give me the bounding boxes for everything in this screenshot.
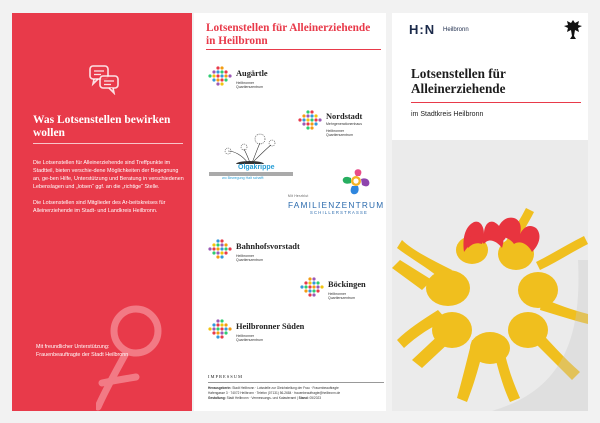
brand-logo: H:N — [409, 22, 436, 37]
impressum-stand: 05/2023 — [309, 395, 322, 400]
eagle-coat-of-arms-icon — [563, 18, 583, 40]
dot-grid-icon — [208, 66, 238, 90]
bahnhofsvorstadt-sub2: Quartierszentrum — [236, 258, 264, 263]
impressum-line-1-label: Herausgeberin: — [208, 385, 232, 390]
heilbronner-sueden-sub2: Quartierszentrum — [236, 338, 264, 343]
impressum-stand-label: Stand: — [298, 395, 309, 400]
left-panel — [12, 13, 192, 411]
right-panel — [392, 13, 588, 411]
brand-city: Heilbronn — [443, 27, 469, 33]
logo-familienzentrum — [288, 167, 384, 223]
impressum-line-3: Gestaltung: Stadt Heilbronn · Vermessungs- und Katasteramt | Stand: 05/2023 — [208, 395, 322, 400]
boeckingen-sub1: Heilbronner — [328, 292, 347, 296]
impressum-divider — [208, 382, 384, 383]
boeckingen-name: Böckingen — [328, 280, 366, 289]
chat-bubbles-icon — [88, 63, 120, 95]
support-note: Mit freundlicher Unterstützung: Frauenbeauftragte der Stadt Heilbronn — [36, 344, 129, 358]
middle-heading: Lotsenstellen für Alleinerziehende in Heilbronn — [206, 22, 371, 47]
dot-grid-icon — [300, 277, 330, 301]
impressum-line-2: Hafengasse 3 · 74072 Heilbronn · Telefon (07131) 56-2684 · frauenbeauftragte@heilbronn.de — [208, 390, 341, 395]
impressum-line-3-label: Gestaltung: — [208, 395, 226, 400]
hands-circle-illustration — [392, 140, 588, 411]
impressum-title: IMPRESSUM — [208, 374, 244, 379]
heilbronner-sueden-name: Heilbronner Süden — [236, 322, 305, 331]
impressum-line-1-text: Stadt Heilbronn · Lotsstelle zur Gleichstellung der Frau · Frauenbeauftragte — [232, 385, 339, 390]
dot-grid-icon — [208, 239, 238, 263]
bahnhofsvorstadt-name: Bahnhofsvorstadt — [236, 242, 300, 251]
flower-swirl-icon — [336, 167, 376, 197]
dot-grid-icon — [298, 110, 328, 136]
nordstadt-sub2: Quartierszentrum — [326, 133, 354, 138]
bahnhofsvorstadt-sub1: Heilbronner — [236, 254, 255, 258]
familienzentrum-name: FAMILIENZENTRUM — [288, 200, 385, 210]
olgakrippe-name: Olgakrippe — [238, 164, 275, 171]
left-heading: Was Lotsenstellen bewirken wollen — [33, 114, 171, 139]
nordstadt-sub0: Mehrgenerationenhaus — [326, 122, 362, 126]
nordstadt-sub1: Heilbronner — [326, 129, 345, 134]
augaertle-sub1: Heilbronner — [236, 81, 255, 85]
olgakrippe-tagline: wo Bewegung Halt schafft — [222, 176, 264, 180]
impressum-line-3-text: Stadt Heilbronn · Vermessungs- und Katasteramt — [226, 395, 297, 400]
familienzentrum-sub: SCHILLERSTRASSE — [310, 210, 369, 215]
nordstadt-name: Nordstadt — [326, 112, 363, 121]
cover-subtitle: im Stadtkreis Heilbronn — [411, 111, 484, 118]
cover-divider — [411, 102, 581, 103]
left-body-text — [33, 159, 185, 224]
logo-olgakrippe — [208, 133, 294, 181]
left-paragraph-1: Die Lotsenstellen für Alleinerziehende sind Treffpunkte im Stadtteil, bieten verschie-dene Möglichkeiten der Begegnung an, ge-ben Hilfe, Unterstützung und Beratung in verschiedenen Lebenslagen und „lotsen“ ggf. an die „richtige“ Stelle. — [33, 160, 184, 191]
impressum — [208, 374, 384, 401]
middle-panel — [194, 13, 386, 411]
heilbronner-sueden-sub1: Heilbronner — [236, 334, 255, 338]
middle-divider — [206, 49, 381, 50]
augaertle-name: Augärtle — [236, 69, 268, 78]
left-divider — [33, 143, 183, 144]
boeckingen-sub2: Quartierszentrum — [328, 296, 356, 301]
left-paragraph-2: Die Lotsenstellen sind Mitglieder des Ar-beitskreises für Alleinerziehende im Stadt- und Landkreis Heilbronn. — [33, 200, 166, 215]
augaertle-sub2: Quartierszentrum — [236, 85, 264, 90]
cover-image-area — [392, 140, 588, 411]
cover-title: Lotsenstellen für Alleinerziehende — [411, 66, 506, 96]
dot-grid-icon — [208, 319, 238, 343]
familienzentrum-top: Mit Herzblut — [288, 194, 309, 198]
